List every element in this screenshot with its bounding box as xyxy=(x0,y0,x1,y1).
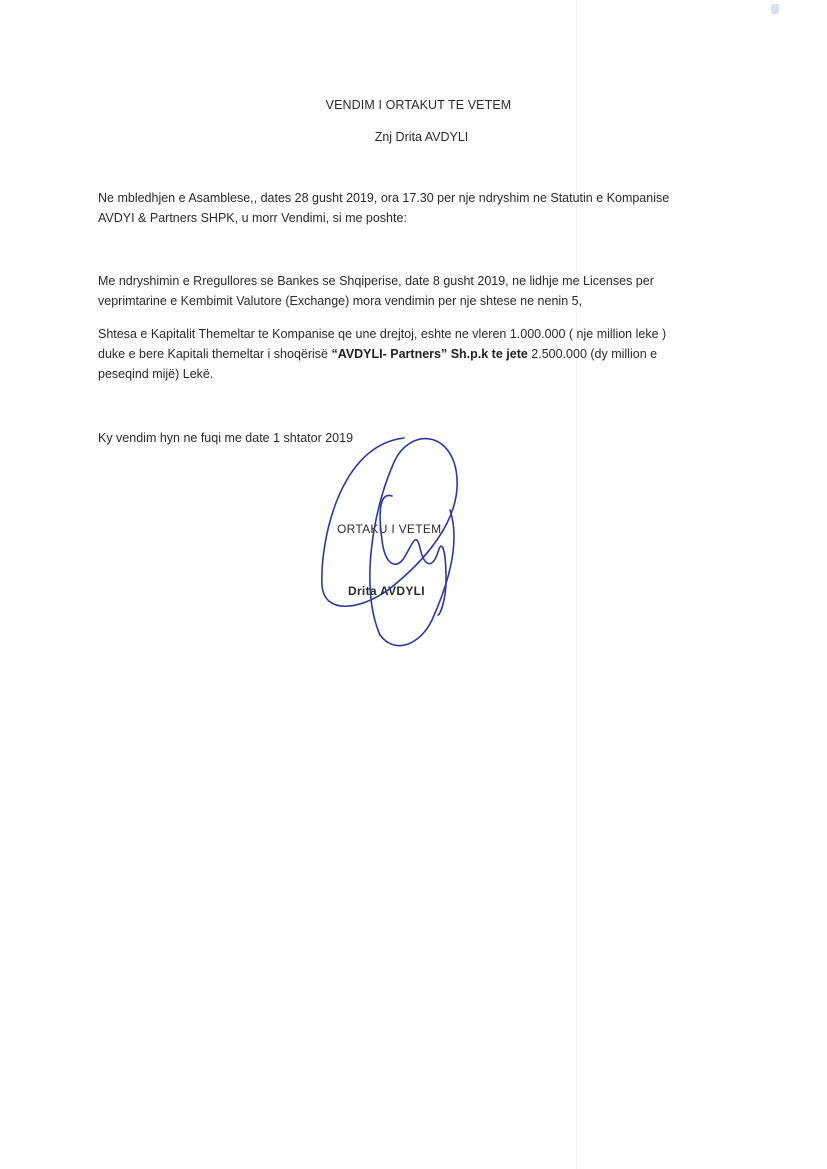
signature-inner-stroke xyxy=(380,495,446,615)
paragraph-line: AVDYI & Partners SHPK, u morr Vendimi, si me poshte: xyxy=(98,211,407,225)
signature-loop-stroke xyxy=(322,438,457,646)
document-subtitle: Znj Drita AVDYLI xyxy=(374,130,469,144)
scan-crease xyxy=(576,0,577,1169)
signature-role: ORTAKU I VETEM xyxy=(337,522,442,536)
signature-name: Drita AVDYLI xyxy=(348,584,425,598)
company-name-bold: “AVDYLI- Partners” Sh.p.k te jete xyxy=(331,347,528,361)
paragraph-capital xyxy=(98,324,748,384)
paragraph-line: Ne mbledhjen e Asamblese,, dates 28 gusht 2019, ora 17.30 per nje ndryshim ne Statutin e Kompanise xyxy=(98,191,670,205)
paragraph-line xyxy=(98,344,748,364)
paragraph-line: Me ndryshimin e Rregullores se Bankes se Shqiperise, date 8 gusht 2019, ne lidhje me Licenses per xyxy=(98,274,654,288)
paragraph-meeting xyxy=(98,188,748,228)
paragraph-line: veprimtarine e Kembimit Valutore (Exchange) mora vendimin per nje shtese ne nenin 5, xyxy=(98,294,583,308)
paragraph-text: duke e bere Kapitali themeltar i shoqërisë xyxy=(98,347,332,361)
paragraph-text: 2.500.000 (dy million e xyxy=(527,347,658,361)
handwritten-signature xyxy=(300,430,490,660)
scan-mark xyxy=(771,4,779,14)
paragraph-line: peseqind mijë) Lekë. xyxy=(98,367,214,381)
paragraph-effective-date: Ky vendim hyn ne fuqi me date 1 shtator 2019 xyxy=(98,431,354,445)
paragraph-regulation xyxy=(98,271,748,311)
paragraph-line: Shtesa e Kapitalit Themeltar te Kompanise qe une drejtoj, eshte ne vleren 1.000.000 ( nje million leke ) xyxy=(98,327,667,341)
document-title: VENDIM I ORTAKUT TE VETEM xyxy=(325,98,512,112)
